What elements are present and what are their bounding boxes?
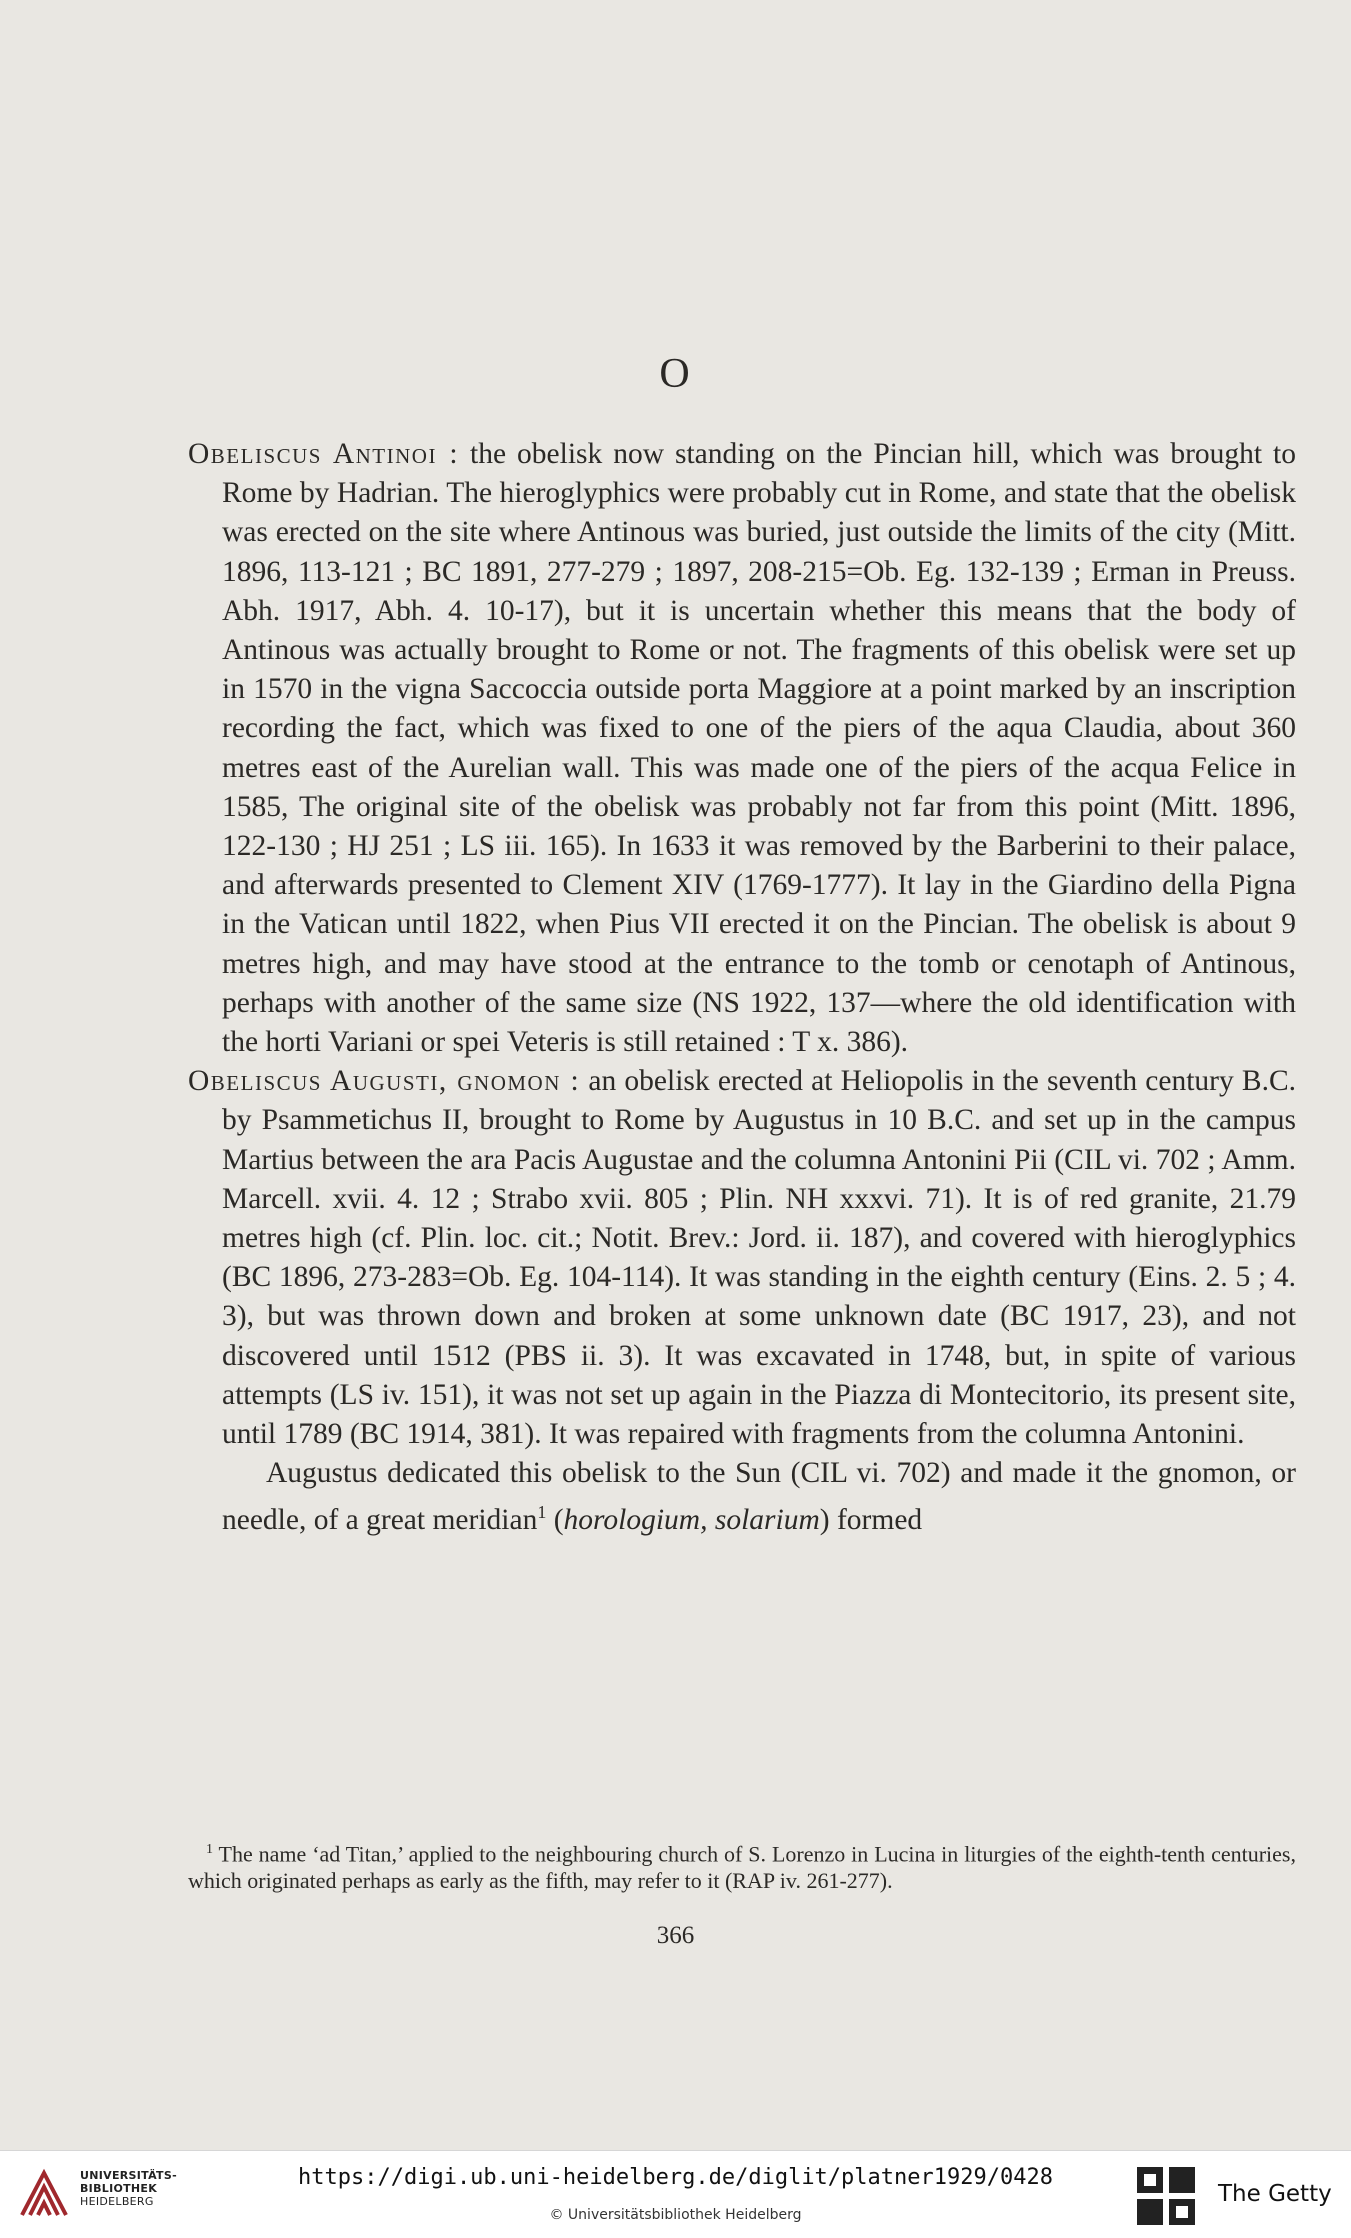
footnote-text: The name ‘ad Titan,’ applied to the neighbouring church of S. Lorenzo in Lucina in liturgies of the eighth-tenth centuries, which originated perhaps as early as the fifth, may refer to it (RAP iv. 261-277). [188,1841,1296,1894]
entry-body: an obelisk erected at Heliopolis in the seventh century B.C. by Psammetichus II, brought to Rome by Augustus in 10 B.C. and set up in the campus Martius between the ara Pacis Augustae and the columna Antonini Pii (CIL vi. 702 ; Amm. Marcell. xvii. 4. 12 ; Strabo xvii. 805 ; Plin. NH xxxvi. 71). It is of red granite, 21.79 metres high (cf. Plin. loc. cit.; Notit. Brev.: Jord. ii. 187), and covered with hieroglyphics (BC 1896, 273-283=Ob. Eg. 104-114). It was standing in the eighth century (Eins. 2. 5 ; 4. 3), but was thrown down and broken at some unknown date (BC 1917, 23), and not discovered until 1512 (PBS ii. 3). It was excavated in 1748, but, in spite of various attempts (LS iv. 151), it was not set up again in the Piazza di Montecitorio, its present site, until 1789 (BC 1914, 381). It was repaired with fragments from the columna Antonini. [222,1065,1296,1451]
entry-heading: Obeliscus Augusti, gnomon : [188,1065,581,1098]
entry-obeliscus-antinoi [188,435,1296,1062]
footnote-number: 1 [206,1842,213,1857]
page-number: 366 [656,1922,695,1949]
library-name-line: UNIVERSITÄTS- [80,2169,177,2182]
library-name-line: BIBLIOTHEK [80,2182,158,2195]
footer-bar [0,2150,1351,2238]
copyright-notice: © Universitätsbibliothek Heidelberg [549,2207,802,2223]
paragraph-augustus [188,1454,1296,1540]
footnote [188,1836,1296,1894]
footnotes [188,1836,1296,1894]
main-text [188,435,1296,1541]
paragraph-italic: horologium, solarium [563,1504,820,1537]
section-letter: O [659,351,692,397]
partner-name: The Getty [1218,2181,1332,2207]
paragraph-text: ) formed [819,1504,923,1537]
paragraph-text: ( [546,1504,564,1537]
paragraph-text: Augustus dedicated this obelisk to the Sun (CIL vi. 702) and made it the gnomon, or needle, of a great meridian [222,1457,1296,1537]
entry-body: the obelisk now standing on the Pincian hill, which was brought to Rome by Hadrian. The hieroglyphics were probably cut in Rome, and state that the obelisk was erected on the site where Antinous was buried, just outside the limits of the city (Mitt. 1896, 113-121 ; BC 1891, 277-279 ; 1897, 208-215=Ob. Eg. 132-139 ; Erman in Preuss. Abh. 1917, Abh. 4. 10-17), but it is uncertain whether this means that the body of Antinous was actually brought to Rome or not. The fragments of this obelisk were set up in 1570 in the vigna Saccoccia outside porta Maggiore at a point marked by an inscription recording the fact, which was fixed to one of the piers of the aqua Claudia, about 360 metres east of the Aurelian wall. This was made one of the piers of the acqua Felice in 1585, The original site of the obelisk was probably not far from this point (Mitt. 1896, 122-130 ; HJ 251 ; LS iii. 165). In 1633 it was removed by the Barberini to their palace, and afterwards presented to Clement XIV (1769-1777). It lay in the Giardino della Pigna in the Vatican until 1822, when Pius VII erected it on the Pincian. The obelisk is about 9 metres high, and may have stood at the entrance to the tomb or cenotaph of Antinous, perhaps with another of the same size (NS 1922, 137—where the old identification with the horti Variani or spei Veteris is still retained : T x. 386). [222,438,1296,1059]
entry-heading: Obeliscus Antinoi : [188,438,460,470]
getty-logo-icon [1135,2165,1199,2227]
footnote-marker: 1 [537,1502,547,1523]
library-name-line: HEIDELBERG [80,2195,154,2208]
permalink-url[interactable]: https://digi.ub.uni-heidelberg.de/diglit/platner1929/0428 [298,2165,1053,2190]
entry-obeliscus-augusti [188,1062,1296,1454]
